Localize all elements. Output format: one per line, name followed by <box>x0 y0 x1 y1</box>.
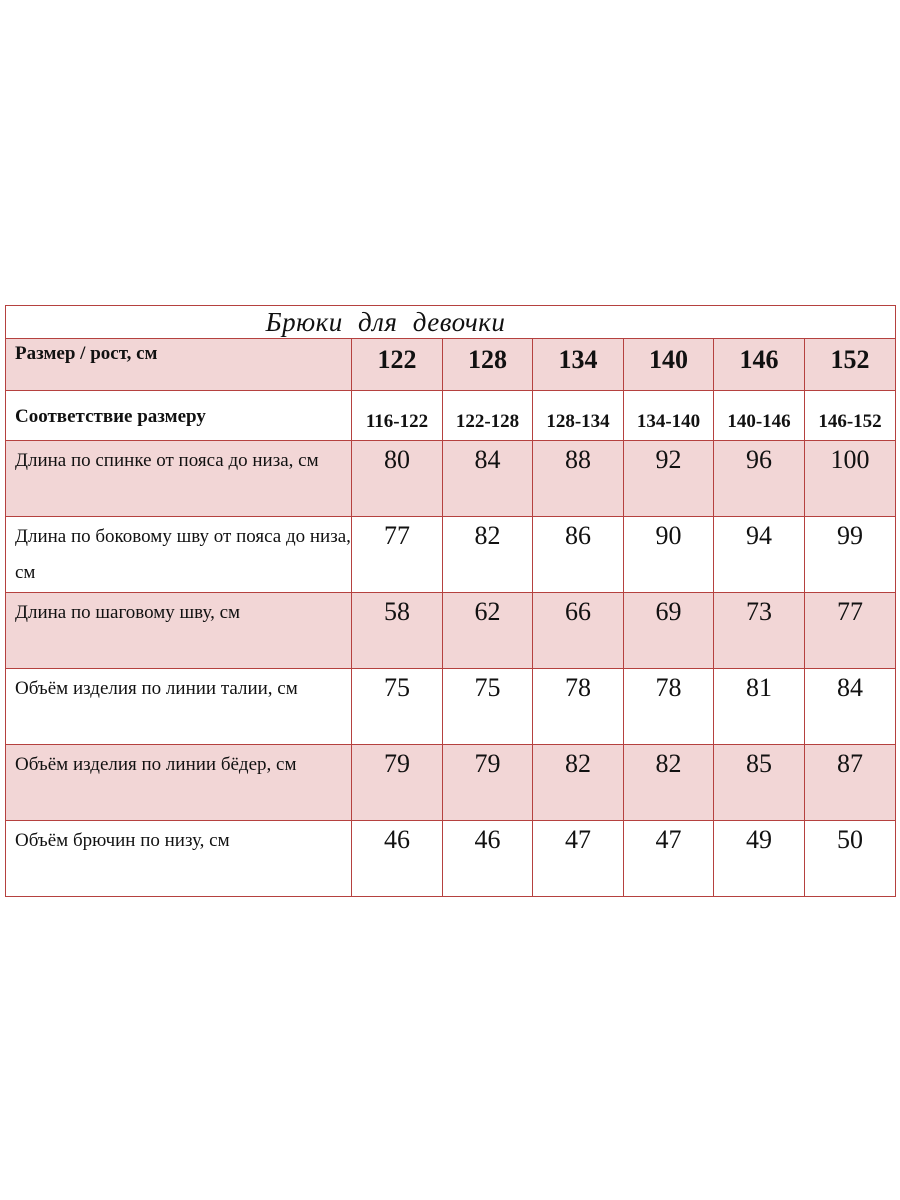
size-range: 140-146 <box>714 391 805 441</box>
measurement-value: 84 <box>805 669 896 745</box>
size-range: 146-152 <box>805 391 896 441</box>
measurement-value: 82 <box>443 517 533 593</box>
measurement-value: 49 <box>714 821 805 897</box>
measurement-value: 47 <box>533 821 624 897</box>
table-title: Брюки для девочки <box>6 306 896 339</box>
size-header: 146 <box>714 339 805 391</box>
measurement-value: 99 <box>805 517 896 593</box>
size-header: 140 <box>624 339 714 391</box>
measurement-row <box>6 821 896 897</box>
measurement-value: 81 <box>714 669 805 745</box>
measurement-value: 62 <box>443 593 533 669</box>
measurement-value: 86 <box>533 517 624 593</box>
measurement-value: 47 <box>624 821 714 897</box>
measurement-row <box>6 745 896 821</box>
size-header: 134 <box>533 339 624 391</box>
size-chart-table <box>5 305 896 897</box>
measurement-value: 84 <box>443 441 533 517</box>
measurement-value: 50 <box>805 821 896 897</box>
measurement-value: 82 <box>624 745 714 821</box>
measurement-value: 78 <box>533 669 624 745</box>
measurement-row <box>6 441 896 517</box>
size-range: 134-140 <box>624 391 714 441</box>
measurement-value: 75 <box>443 669 533 745</box>
measurement-value: 69 <box>624 593 714 669</box>
measurement-value: 79 <box>352 745 443 821</box>
size-header: 122 <box>352 339 443 391</box>
size-range: 116-122 <box>352 391 443 441</box>
header-label: Размер / рост, см <box>6 339 352 391</box>
measurement-value: 92 <box>624 441 714 517</box>
measurement-value: 46 <box>352 821 443 897</box>
size-range: 128-134 <box>533 391 624 441</box>
size-header: 152 <box>805 339 896 391</box>
measurement-value: 58 <box>352 593 443 669</box>
measurement-label: Объём изделия по линии талии, см <box>6 669 352 745</box>
measurement-row <box>6 593 896 669</box>
measurement-value: 80 <box>352 441 443 517</box>
measurement-value: 75 <box>352 669 443 745</box>
measurement-value: 96 <box>714 441 805 517</box>
measurement-value: 73 <box>714 593 805 669</box>
measurement-label: Длина по спинке от пояса до низа, см <box>6 441 352 517</box>
measurement-value: 79 <box>443 745 533 821</box>
measurement-value: 77 <box>805 593 896 669</box>
size-range: 122-128 <box>443 391 533 441</box>
measurement-row <box>6 517 896 593</box>
measurement-value: 46 <box>443 821 533 897</box>
measurement-value: 90 <box>624 517 714 593</box>
measurement-value: 66 <box>533 593 624 669</box>
measurement-value: 77 <box>352 517 443 593</box>
measurement-value: 78 <box>624 669 714 745</box>
measurement-value: 85 <box>714 745 805 821</box>
size-header: 128 <box>443 339 533 391</box>
measurement-value: 88 <box>533 441 624 517</box>
measurement-value: 87 <box>805 745 896 821</box>
correspondence-label: Соответствие размеру <box>6 391 352 441</box>
measurement-value: 100 <box>805 441 896 517</box>
measurement-value: 82 <box>533 745 624 821</box>
header-row <box>6 339 896 391</box>
measurement-label: Объём изделия по линии бёдер, см <box>6 745 352 821</box>
measurement-value: 94 <box>714 517 805 593</box>
measurement-label: Объём брючин по низу, см <box>6 821 352 897</box>
correspondence-row <box>6 391 896 441</box>
measurement-row <box>6 669 896 745</box>
measurement-label: Длина по боковому шву от пояса до низа, см <box>6 517 352 593</box>
measurement-label: Длина по шаговому шву, см <box>6 593 352 669</box>
